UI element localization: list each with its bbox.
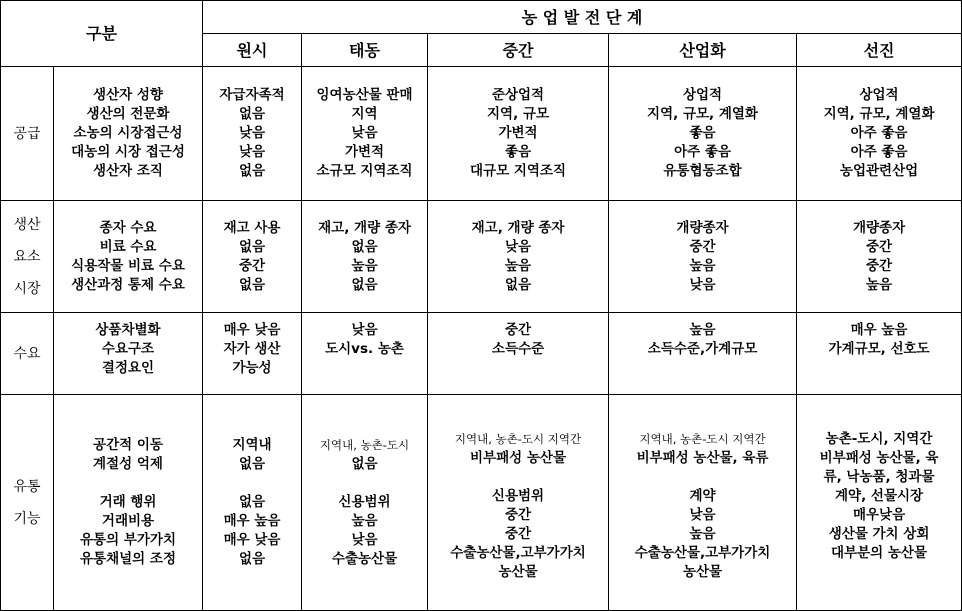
distribution-industrial: 지역내, 농촌-도시 지역간 비부패성 농산물, 육류 계약 낮음 높음 수출농산물,고부가가치 농산물 xyxy=(609,395,797,611)
stage-header-industrial: 산업화 xyxy=(609,34,797,67)
category-supply: 공급 xyxy=(1,67,54,201)
supply-advanced: 상업적 지역, 규모, 계열화 아주 좋음 아주 좋음 농업관련산업 xyxy=(797,67,962,201)
supply-emerging: 잉여농산물 판매 지역 낮음 가변적 소규모 지역조직 xyxy=(302,67,428,201)
supply-primitive: 자급자족적 없음 낮음 낮음 없음 xyxy=(203,67,302,201)
factor-items: 종자 수요 비료 수요 식용작물 비료 수요 생산과정 통제 수요 xyxy=(54,201,203,313)
distribution-items: 공간적 이동 계절성 억제 거래 행위 거래비용 유통의 부가가치 유통채널의 조정 xyxy=(54,395,203,611)
supply-items: 생산자 성향 생산의 전문화 소농의 시장접근성 대농의 시장 접근성 생산자 조직 xyxy=(54,67,203,201)
factor-industrial: 개량종자 중간 높음 낮음 xyxy=(609,201,797,313)
distribution-middle: 지역내, 농촌-도시 지역간 비부패성 농산물 신용범위 중간 중간 수출농산물,고부가가치 농산물 xyxy=(428,395,609,611)
stage-group-header: 농 업 발 전 단 계 xyxy=(203,1,962,34)
demand-emerging: 낮음 도시vs. 농촌 xyxy=(302,313,428,395)
factor-advanced: 개량종자 중간 중간 높음 xyxy=(797,201,962,313)
supply-middle: 준상업적 지역, 규모 가변적 좋음 대규모 지역조직 xyxy=(428,67,609,201)
stage-header-emerging: 태동 xyxy=(302,34,428,67)
stage-header-advanced: 선진 xyxy=(797,34,962,67)
factor-emerging: 재고, 개량 종자 없음 높음 없음 xyxy=(302,201,428,313)
demand-advanced: 매우 높음 가계규모, 선호도 xyxy=(797,313,962,395)
demand-middle: 중간 소득수준 xyxy=(428,313,609,395)
stage-header-middle: 중간 xyxy=(428,34,609,67)
demand-industrial: 높음 소득수준,가계규모 xyxy=(609,313,797,395)
distribution-primitive: 지역내 없음 없음 매우 높음 매우 낮음 없음 xyxy=(203,395,302,611)
demand-items: 상품차별화 수요구조 결정요인 xyxy=(54,313,203,395)
stage-header-primitive: 원시 xyxy=(203,34,302,67)
category-distribution: 유통 기능 xyxy=(1,395,54,611)
factor-middle: 재고, 개량 종자 낮음 높음 없음 xyxy=(428,201,609,313)
category-demand: 수요 xyxy=(1,313,54,395)
category-header: 구분 xyxy=(1,1,203,67)
demand-primitive: 매우 낮음 자가 생산 가능성 xyxy=(203,313,302,395)
factor-primitive: 재고 사용 없음 중간 없음 xyxy=(203,201,302,313)
category-factor-market: 생산 요소 시장 xyxy=(1,201,54,313)
distribution-emerging: 지역내, 농촌-도시 없음 신용범위 높음 낮음 수출농산물 xyxy=(302,395,428,611)
distribution-advanced: 농촌-도시, 지역간 비부패성 농산물, 육 류, 낙농품, 청과물 계약, 선물시장 매우낮음 생산물 가치 상회 대부분의 농산물 xyxy=(797,395,962,611)
supply-industrial: 상업적 지역, 규모, 계열화 좋음 아주 좋음 유통협동조합 xyxy=(609,67,797,201)
